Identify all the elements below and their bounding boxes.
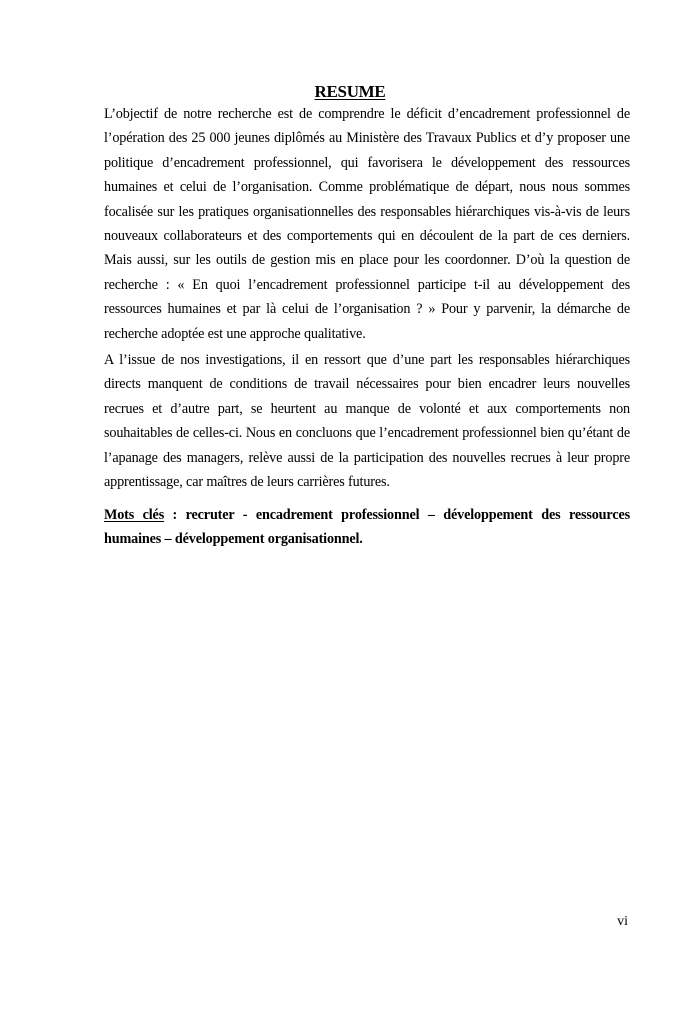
page-number: vi [617,914,628,929]
keywords-paragraph [104,503,630,552]
abstract-paragraph-1: L’objectif de notre recherche est de comprendre le déficit d’encadrement professionnel de l’opération des 25 000 jeunes diplômés au Ministère des Travaux Publics et d’y proposer une politique d’encadrement professionnel, qui favorisera le développement des ressources humaines et celui de l’organisation. Comme problématique de départ, nous nous sommes focalisée sur les pratiques organisationnelles des responsables hiérarchiques vis-à-vis de leurs nouveaux collaborateurs et des comportements qui en découlent de la part de ces derniers. Mais aussi, sur les outils de gestion mis en place pour les coordonner. D’où la question de recherche : « En quoi l’encadrement professionnel participe t-il au développement des ressources humaines et par là celui de l’organisation ? » Pour y parvenir, la démarche de recherche adoptée est une approche qualitative. [104,106,630,342]
keywords-label: Mots clés [104,507,165,523]
keywords-text: recruter - encadrement professionnel – développement des ressources humaines – développement organisationnel. [104,507,630,548]
page-title: RESUME [314,82,386,101]
abstract-paragraph-2: A l’issue de nos investigations, il en ressort que d’une part les responsables hiérarchiques directs manquent de conditions de travail nécessaires pour bien encadrer leurs nouvelles recrues et d’autre part, se heurtent au manque de volonté et aux comportements non souhaitables de celles-ci. Nous en concluons que l’encadrement professionnel bien qu’étant de l’apanage des managers, relève aussi de la participation des nouvelles recrues à leur propre apprentissage, car maîtres de leurs carrières futures. [104,352,630,491]
keywords-separator: : [164,507,186,523]
